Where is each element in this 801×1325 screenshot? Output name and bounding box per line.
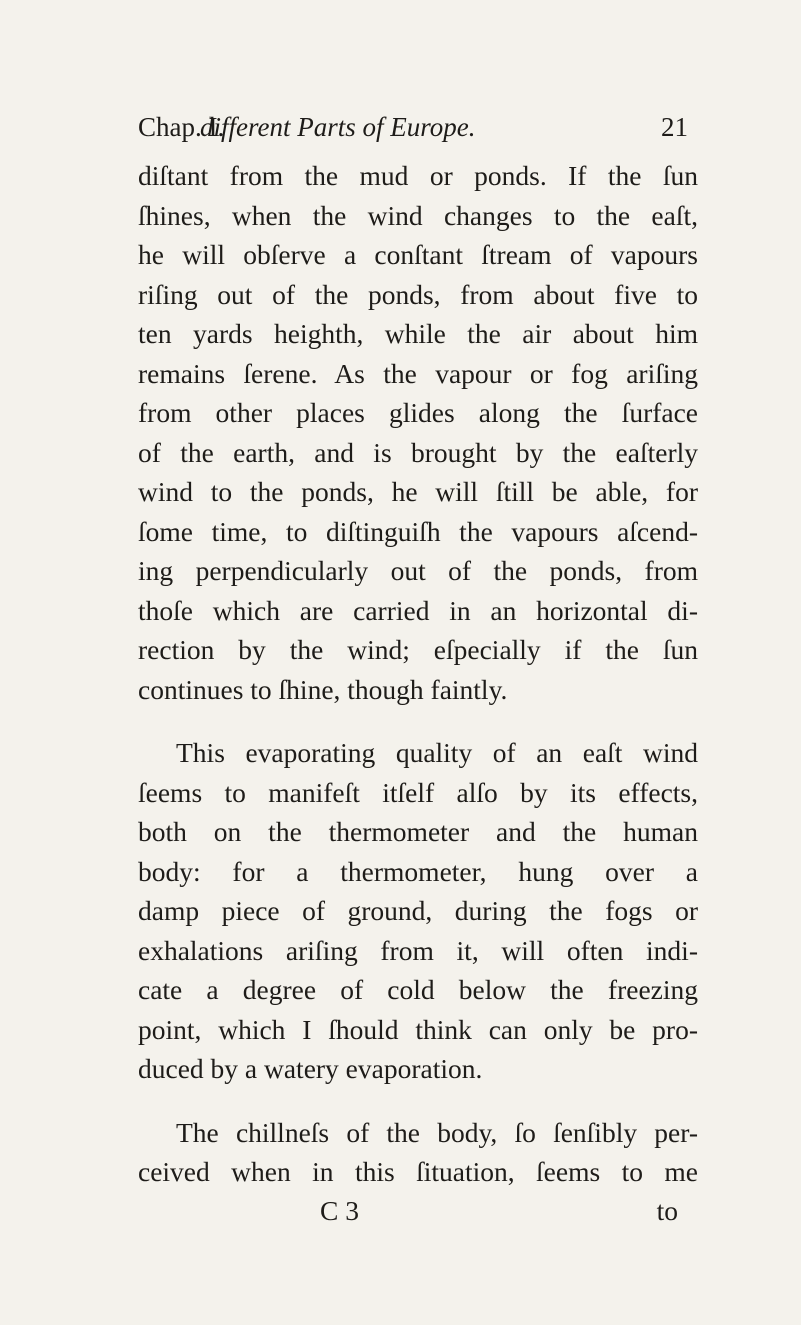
running-title: different Parts of Europe. bbox=[200, 112, 476, 142]
text-line: diſtant from the mud or ponds. If the ſun bbox=[138, 160, 698, 191]
paragraph-2 bbox=[138, 733, 698, 1089]
text-line: point, which I ſhould think can only be pro- bbox=[138, 1013, 698, 1045]
text-line: ten yards heighth, while the air about him bbox=[138, 318, 698, 349]
text-line: This evaporating quality of an eaſt wind bbox=[176, 737, 698, 768]
text-line: he will obſerve a conſtant ſtream of vapours bbox=[138, 239, 698, 270]
page-footer bbox=[138, 1192, 698, 1230]
paragraph-3 bbox=[138, 1113, 698, 1192]
text-line: ſome time, to diſtinguiſh the vapours aſcend- bbox=[138, 515, 698, 547]
text-line: rection by the wind; eſpecially if the ſun bbox=[138, 634, 698, 665]
text-line: remains ſerene. As the vapour or fog ariſing bbox=[138, 357, 698, 389]
text-line: The chillneſs of the body, ſo ſenſibly per- bbox=[176, 1116, 698, 1148]
text-line: body: for a thermometer, hung over a bbox=[138, 855, 698, 887]
running-header bbox=[138, 112, 688, 152]
text-line: cate a degree of cold below the freezing bbox=[138, 974, 698, 1005]
page-number: 21 bbox=[661, 112, 688, 142]
body-text bbox=[138, 156, 698, 1230]
paragraph-1 bbox=[138, 156, 698, 709]
text-line: thoſe which are carried in an horizontal di- bbox=[138, 594, 698, 626]
text-line: damp piece of ground, during the fogs or bbox=[138, 895, 698, 926]
text-line: from other places glides along the ſurface bbox=[138, 397, 698, 428]
text-line: wind to the ponds, he will ſtill be able, for bbox=[138, 476, 698, 507]
signature-mark: C 3 bbox=[320, 1194, 359, 1226]
text-line: ſhines, when the wind changes to the eaſt, bbox=[138, 199, 698, 231]
chapter-label: Chap. I. bbox=[138, 112, 225, 142]
text-line: continues to ſhine, though faintly. bbox=[138, 673, 508, 705]
text-line: ing perpendicularly out of the ponds, from bbox=[138, 555, 698, 586]
text-line: both on the thermometer and the human bbox=[138, 816, 698, 847]
text-line: of the earth, and is brought by the eaſterly bbox=[138, 436, 698, 468]
text-line: ceived when in this ſituation, ſeems to me bbox=[138, 1156, 698, 1187]
text-line: duced by a watery evaporation. bbox=[138, 1053, 483, 1084]
text-line: exhalations ariſing from it, will often indi- bbox=[138, 934, 698, 966]
catchword: to bbox=[656, 1194, 678, 1226]
text-line: riſing out of the ponds, from about five to bbox=[138, 278, 698, 310]
text-line: ſeems to manifeſt itſelf alſo by its effects, bbox=[138, 776, 698, 808]
